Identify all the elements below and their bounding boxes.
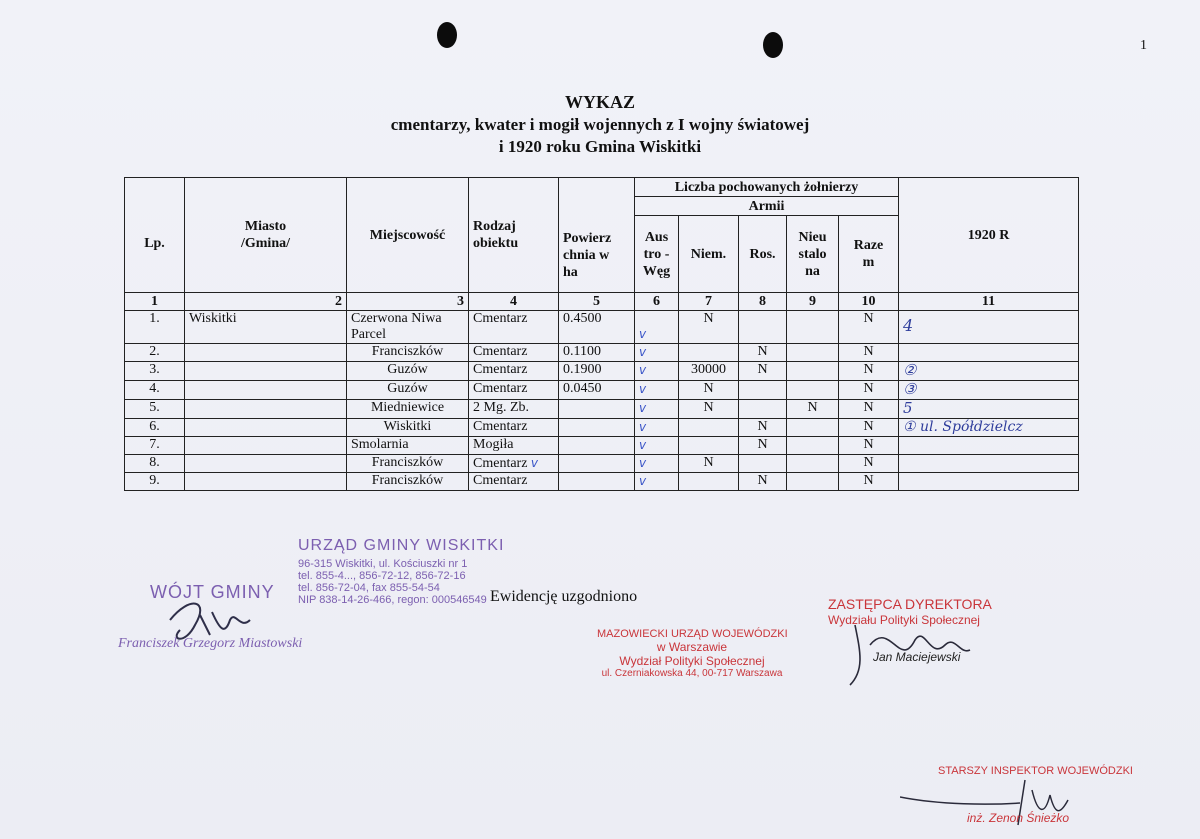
column-number: 6 (635, 293, 679, 311)
cell-miasto (185, 437, 347, 455)
cell-niem: 30000 (679, 362, 739, 381)
stamp-gmina-nip: NIP 838-14-26-466, regon: 000546549 (298, 594, 487, 606)
header-ros: Ros. (739, 216, 787, 293)
header-nieustalona-line3: na (805, 263, 820, 279)
dyrektor-signature (830, 600, 980, 690)
cell-rodzaj: Cmentarz (469, 362, 559, 381)
handwritten-note: ① ul. Spółdzielcz (903, 419, 1023, 435)
cell-lp: 2. (125, 344, 185, 362)
cell-razem: N (839, 455, 899, 473)
cell-miejscowosc: Miedniewice (347, 400, 469, 419)
cell-austro (635, 455, 679, 473)
column-number: 8 (739, 293, 787, 311)
column-number-row (125, 293, 1079, 311)
cell-miasto (185, 473, 347, 491)
cell-razem: N (839, 344, 899, 362)
stamp-gmina-address: 96-315 Wiskitki, ul. Kościuszki nr 1 (298, 558, 468, 570)
table-row (125, 473, 1079, 491)
handwritten-tick: v (639, 420, 647, 434)
header-austro (635, 216, 679, 293)
cell-1920 (899, 419, 1079, 437)
page-number: 1 (1140, 38, 1147, 53)
column-number: 3 (347, 293, 469, 311)
cell-miejscowosc-line1: Czerwona Niwa (351, 311, 442, 326)
header-miasto-line1: Miasto (244, 219, 287, 234)
cell-miasto (185, 400, 347, 419)
dyrektor-name: Jan Maciejewski (873, 650, 961, 664)
handwritten-note: ② (903, 361, 917, 379)
cell-1920 (899, 400, 1079, 419)
cell-razem: N (839, 362, 899, 381)
header-miejscowosc: Miejscowość (347, 178, 469, 293)
cell-1920 (899, 437, 1079, 455)
cell-nieustalona (787, 437, 839, 455)
cell-miasto (185, 455, 347, 473)
table-row (125, 455, 1079, 473)
inspektor-name: inż. Zenon Śnieżko (967, 811, 1070, 825)
dyrektor-stamp-dept: Wydziału Polityki Społecznej (828, 613, 980, 627)
cell-niem (679, 437, 739, 455)
cell-nieustalona (787, 311, 839, 344)
cell-lp: 4. (125, 381, 185, 400)
cell-lp: 3. (125, 362, 185, 381)
cell-niem (679, 419, 739, 437)
cell-rodzaj: Mogiła (469, 437, 559, 455)
header-nieustalona (787, 216, 839, 293)
header-rodzaj-line1: Rodzaj (473, 219, 516, 234)
cell-ros (739, 400, 787, 419)
cell-miejscowosc: Wiskitki (347, 419, 469, 437)
handwritten-note: 4 (903, 316, 914, 335)
cell-powierzchnia (559, 437, 635, 455)
cell-ros: N (739, 362, 787, 381)
header-1920: 1920 R (899, 178, 1079, 293)
header-niem: Niem. (679, 216, 739, 293)
cell-austro (635, 437, 679, 455)
cell-1920 (899, 344, 1079, 362)
cell-miasto: Wiskitki (185, 311, 347, 344)
stamp-urzad-line3: Wydział Polityki Społecznej (619, 654, 765, 668)
stamp-urzad-line1: MAZOWIECKI URZĄD WOJEWÓDZKI (597, 628, 788, 640)
header-razem-line1: Raze (853, 238, 884, 253)
cell-lp: 7. (125, 437, 185, 455)
cell-ros (739, 381, 787, 400)
table-row (125, 311, 1079, 344)
cell-rodzaj: Cmentarz (469, 473, 559, 491)
cell-rodzaj: Cmentarz (469, 311, 559, 344)
cell-austro (635, 473, 679, 491)
urzad-wojewodzki-stamp (597, 628, 787, 679)
cell-rodzaj: Cmentarz (469, 344, 559, 362)
inspektor-signature (900, 775, 1100, 835)
cell-miejscowosc: Guzów (347, 381, 469, 400)
column-number: 11 (899, 293, 1079, 311)
title-line-1: WYKAZ (564, 92, 635, 112)
handwritten-note: 5 (903, 399, 913, 417)
table-row (125, 344, 1079, 362)
cell-lp: 5. (125, 400, 185, 419)
cell-powierzchnia (559, 400, 635, 419)
approval-text: Ewidencję uzgodniono (490, 588, 638, 605)
column-number: 5 (559, 293, 635, 311)
cell-razem: N (839, 400, 899, 419)
cell-rodzaj (469, 455, 559, 473)
cell-miejscowosc: Smolarnia (347, 437, 469, 455)
dyrektor-stamp-title: ZASTĘPCA DYREKTORA (828, 596, 992, 612)
cell-lp: 8. (125, 455, 185, 473)
cell-niem: N (679, 400, 739, 419)
cell-1920 (899, 455, 1079, 473)
cell-razem: N (839, 381, 899, 400)
cell-miejscowosc: Franciszków (347, 455, 469, 473)
header-miasto (185, 178, 347, 293)
column-number: 1 (125, 293, 185, 311)
cell-rodzaj: Cmentarz (469, 381, 559, 400)
header-rodzaj (469, 178, 559, 293)
handwritten-tick: v (530, 456, 539, 470)
cell-1920 (899, 311, 1079, 344)
cell-rodzaj-text: Cmentarz (473, 456, 528, 471)
header-nieustalona-line2: stalo (798, 246, 827, 262)
cell-lp: 6. (125, 419, 185, 437)
cell-powierzchnia: 0.1100 (559, 344, 635, 362)
handwritten-tick: v (639, 474, 647, 488)
cell-powierzchnia: 0.4500 (559, 311, 635, 344)
cell-powierzchnia (559, 473, 635, 491)
punch-hole-left (437, 22, 457, 48)
header-miasto-line2: /Gmina/ (240, 236, 290, 251)
stamp-gmina-phone-1: tel. 855-4..., 856-72-12, 856-72-16 (298, 570, 466, 582)
table-row (125, 419, 1079, 437)
header-powierzchnia-line1: Powierz (563, 230, 612, 246)
handwritten-tick: v (639, 401, 647, 415)
cell-ros: N (739, 344, 787, 362)
wojt-stamp-title: WÓJT GMINY (150, 582, 275, 602)
column-number: 9 (787, 293, 839, 311)
punch-hole-right (763, 32, 783, 58)
table-row (125, 381, 1079, 400)
header-powierzchnia-line3: ha (563, 264, 578, 280)
table-row (125, 400, 1079, 419)
cell-nieustalona (787, 473, 839, 491)
cemetery-table (124, 177, 1079, 491)
cell-austro (635, 381, 679, 400)
cell-niem: N (679, 311, 739, 344)
cell-nieustalona (787, 381, 839, 400)
handwritten-note: ③ (903, 380, 917, 398)
cell-niem (679, 473, 739, 491)
cell-miasto (185, 344, 347, 362)
cell-austro (635, 419, 679, 437)
cell-miasto (185, 362, 347, 381)
cell-miejscowosc: Guzów (347, 362, 469, 381)
cell-razem: N (839, 311, 899, 344)
cell-ros (739, 311, 787, 344)
cell-austro (635, 344, 679, 362)
header-lp: Lp. (125, 178, 185, 293)
gmina-office-stamp (298, 537, 504, 606)
inspektor-stamp-title: STARSZY INSPEKTOR WOJEWÓDZKI (938, 765, 1133, 777)
cell-powierzchnia (559, 419, 635, 437)
stamp-gmina-title: URZĄD GMINY WISKITKI (298, 537, 505, 554)
cell-austro (635, 400, 679, 419)
cell-ros: N (739, 437, 787, 455)
cell-razem: N (839, 419, 899, 437)
header-nieustalona-line1: Nieu (798, 229, 827, 245)
cell-nieustalona (787, 344, 839, 362)
cell-ros (739, 455, 787, 473)
cell-miejscowosc-line2: Parcel (351, 327, 386, 342)
wojt-name: Franciszek Grzegorz Miastowski (118, 636, 303, 651)
cell-nieustalona (787, 455, 839, 473)
cell-austro (635, 311, 679, 344)
cell-1920 (899, 362, 1079, 381)
cell-nieustalona (787, 419, 839, 437)
header-austro-line3: Węg (642, 263, 671, 279)
header-austro-line2: tro - (643, 246, 670, 262)
cell-miasto (185, 381, 347, 400)
cell-lp: 9. (125, 473, 185, 491)
cell-1920 (899, 473, 1079, 491)
stamp-gmina-phone-2: tel. 856-72-04, fax 855-54-54 (298, 582, 440, 594)
cell-austro (635, 362, 679, 381)
handwritten-tick: v (639, 382, 647, 396)
cell-lp: 1. (125, 311, 185, 344)
handwritten-tick: v (639, 345, 647, 359)
cell-miejscowosc: Franciszków (347, 344, 469, 362)
handwritten-tick: v (639, 438, 647, 452)
cell-ros: N (739, 419, 787, 437)
header-razem-line2: m (862, 255, 875, 270)
cell-ros: N (739, 473, 787, 491)
header-armii: Armii (635, 197, 899, 216)
cell-niem (679, 344, 739, 362)
table-row (125, 437, 1079, 455)
handwritten-tick: v (639, 327, 647, 341)
header-austro-line1: Aus (644, 229, 669, 245)
handwritten-tick: v (639, 456, 647, 470)
header-razem (839, 216, 899, 293)
cell-niem: N (679, 455, 739, 473)
header-liczba: Liczba pochowanych żołnierzy (635, 178, 899, 197)
cell-1920 (899, 381, 1079, 400)
handwritten-tick: v (639, 363, 647, 377)
cell-miasto (185, 419, 347, 437)
table-row (125, 362, 1079, 381)
stamp-urzad-line4: ul. Czerniakowska 44, 00-717 Warszawa (601, 668, 783, 679)
cell-razem: N (839, 437, 899, 455)
title-line-3: i 1920 roku Gmina Wiskitki (498, 137, 702, 156)
column-number: 2 (185, 293, 347, 311)
header-powierzchnia (559, 178, 635, 293)
cell-powierzchnia: 0.0450 (559, 381, 635, 400)
cell-nieustalona (787, 362, 839, 381)
header-rodzaj-line2: obiektu (473, 236, 519, 251)
cell-nieustalona: N (787, 400, 839, 419)
column-number: 4 (469, 293, 559, 311)
header-powierzchnia-line2: chnia w (563, 247, 610, 263)
cell-powierzchnia: 0.1900 (559, 362, 635, 381)
column-number: 10 (839, 293, 899, 311)
cell-rodzaj: Cmentarz (469, 419, 559, 437)
cell-miejscowosc (347, 311, 469, 344)
column-number: 7 (679, 293, 739, 311)
cell-powierzchnia (559, 455, 635, 473)
cell-miejscowosc: Franciszków (347, 473, 469, 491)
title-line-2: cmentarzy, kwater i mogił wojennych z I wojny światowej (390, 115, 810, 134)
cell-razem: N (839, 473, 899, 491)
stamp-urzad-line2: w Warszawie (656, 640, 728, 654)
cell-rodzaj: 2 Mg. Zb. (469, 400, 559, 419)
cell-niem: N (679, 381, 739, 400)
